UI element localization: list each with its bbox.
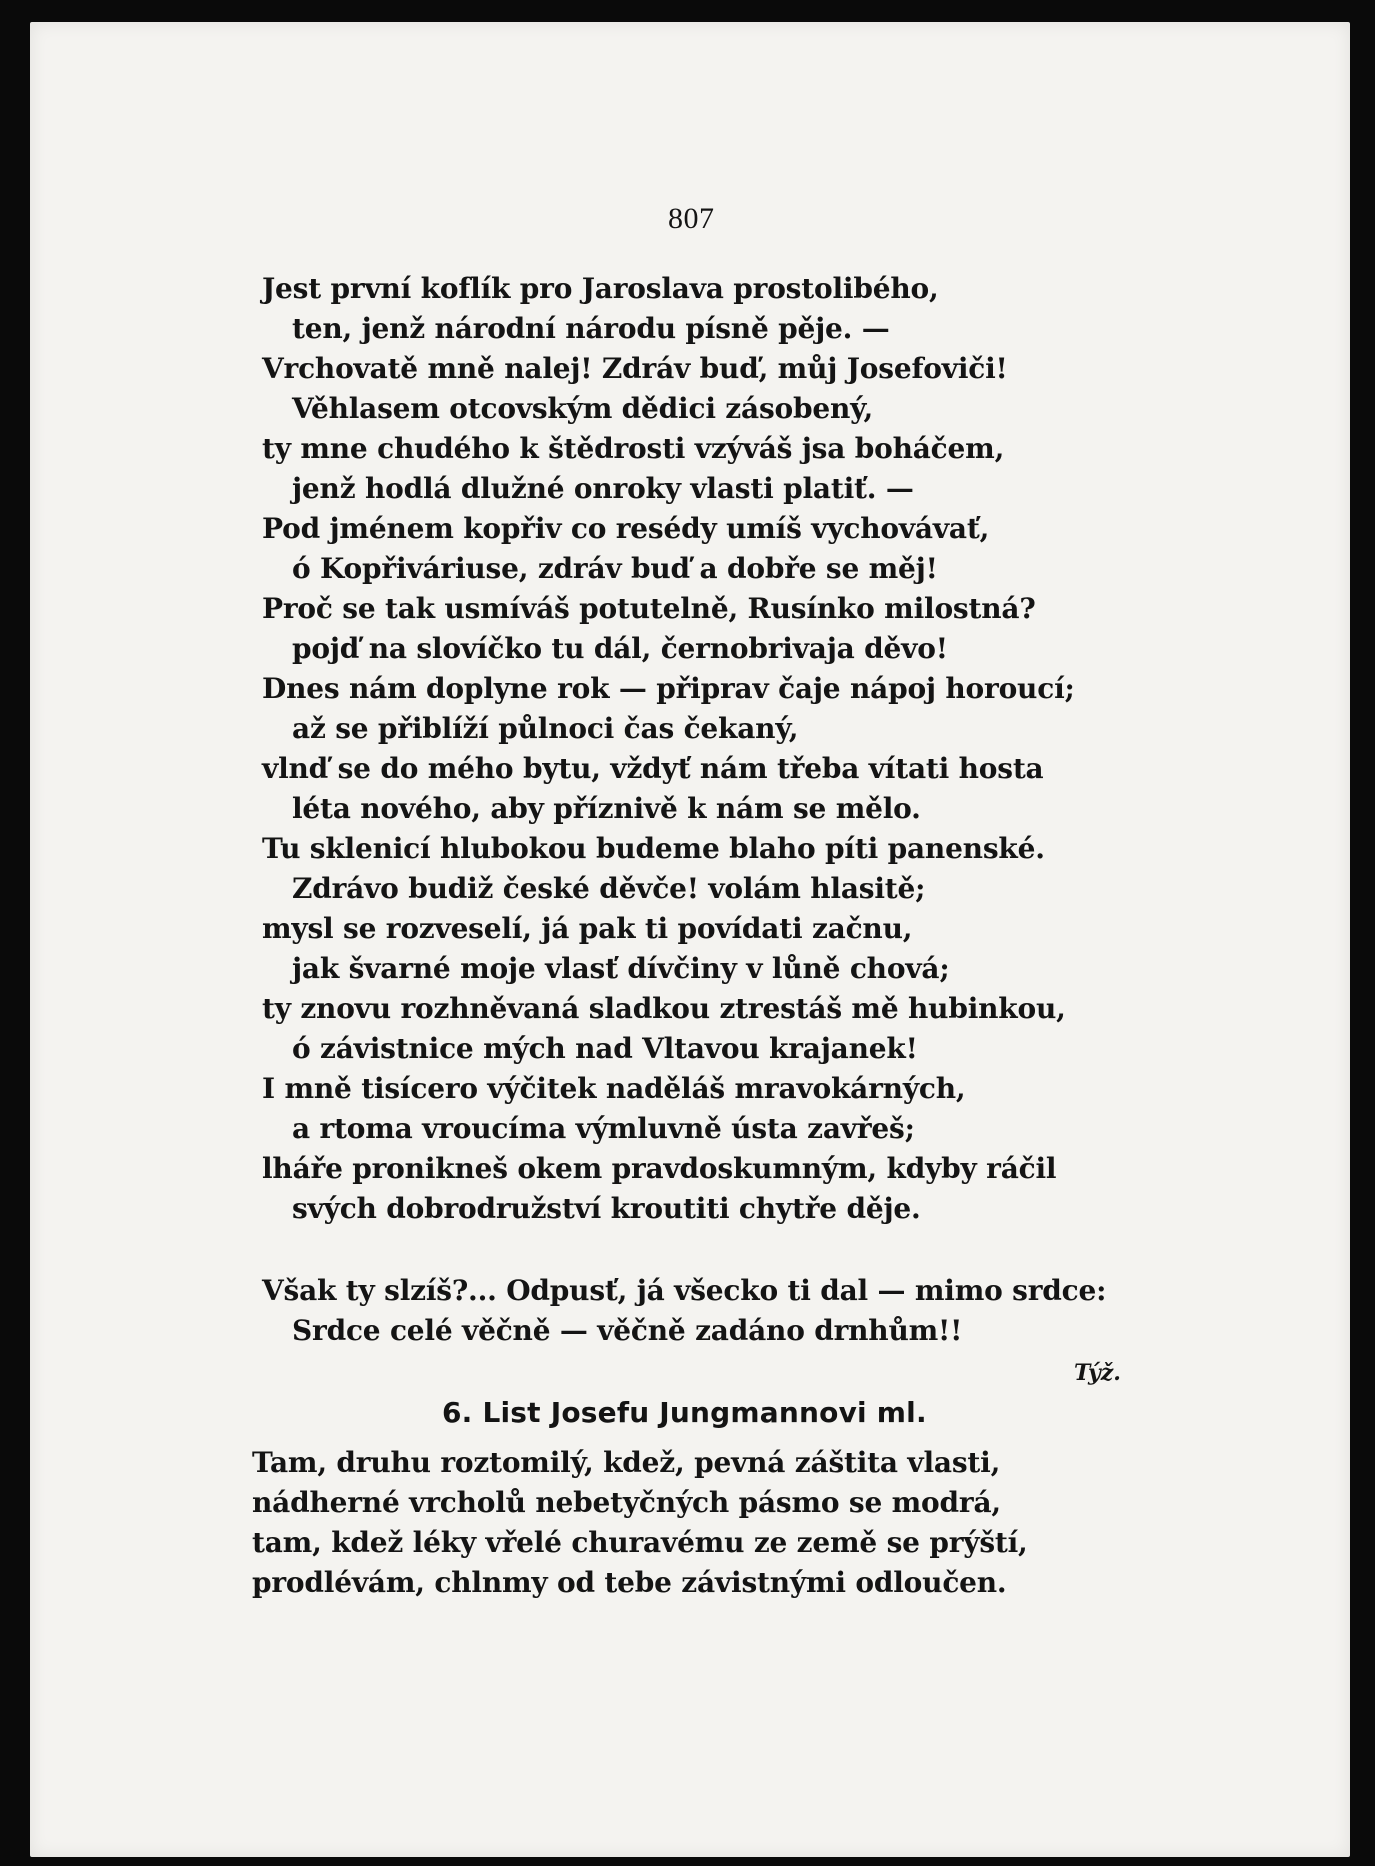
poem-line: ty mne chudého k štědrosti vzýváš jsa boháčem, (262, 432, 1005, 465)
poem-line: Vrchovatě mně nalej! Zdráv buď, můj Josefoviči! (262, 352, 1008, 385)
poem-line: jenž hodlá dlužné onroky vlasti platiť. — (292, 472, 914, 505)
poem-line: Tu sklenicí hlubokou budeme blaho píti panenské. (262, 832, 1045, 865)
poem-line: Proč se tak usmíváš potutelně, Rusínko milostná? (262, 592, 1036, 625)
poem-line: léta nového, aby příznivě k nám se mělo. (292, 792, 921, 825)
poem-line: Věhlasem otcovským dědici zásobený, (292, 392, 874, 425)
poem-line: Srdce celé věčně — věčně zadáno drnhům!! (292, 1314, 963, 1347)
poem-line: mysl se rozveselí, já pak ti povídati začnu, (262, 912, 913, 945)
letter-line: nádherné vrcholů nebetyčných pásmo se modrá, (252, 1486, 1001, 1519)
letter-line: prodlévám, chlnmy od tebe závistnými odloučen. (252, 1566, 1007, 1599)
signature: Týž. (1074, 1360, 1121, 1386)
poem-line: ó závistnice mých nad Vltavou krajanek! (292, 1032, 918, 1065)
poem-line: a rtoma vroucíma výmluvně ústa zavřeš; (292, 1112, 915, 1145)
letter-line: Tam, druhu roztomilý, kdež, pevná záštita vlasti, (252, 1446, 1001, 1479)
poem-line: Pod jménem kopřiv co resédy umíš vychovávať, (262, 512, 990, 545)
poem-line: lháře pronikneš okem pravdoskumným, kdyby ráčil (262, 1152, 1057, 1185)
section-heading: 6. List Josefu Jungmannovi ml. (442, 1396, 927, 1429)
poem-line: ty znovu rozhněvaná sladkou ztrestáš mě hubinkou, (262, 992, 1066, 1025)
poem-line: vlnď se do mého bytu, vždyť nám třeba vítati hosta (262, 752, 1044, 785)
poem-line: ten, jenž národní národu písně pěje. — (292, 312, 890, 345)
poem-line: jak švarné moje vlasť dívčiny v lůně chová; (292, 952, 950, 985)
poem-line: I mně tisícero výčitek naděláš mravokárných, (262, 1072, 966, 1105)
poem-line: pojď na slovíčko tu dál, černobrivaja děvo! (292, 632, 948, 665)
page-number: 807 (668, 202, 715, 235)
poem-line: ó Kopřiváriuse, zdráv buď a dobře se měj! (292, 552, 938, 585)
letter-line: tam, kdež léky vřelé churavému ze země se prýští, (252, 1526, 1028, 1559)
poem-line: až se přiblíží půlnoci čas čekaný, (292, 712, 799, 745)
poem-line: Však ty slzíš?... Odpusť, já všecko ti dal — mimo srdce: (262, 1274, 1107, 1307)
poem-line: Zdrávo budiž české děvče! volám hlasitě; (292, 872, 926, 905)
poem-line: svých dobrodružství kroutiti chytře děje. (292, 1192, 921, 1225)
poem-line: Jest první koflík pro Jaroslava prostolibého, (262, 272, 939, 305)
poem-line: Dnes nám doplyne rok — připrav čaje nápoj horoucí; (262, 672, 1075, 705)
book-page (30, 22, 1350, 1857)
